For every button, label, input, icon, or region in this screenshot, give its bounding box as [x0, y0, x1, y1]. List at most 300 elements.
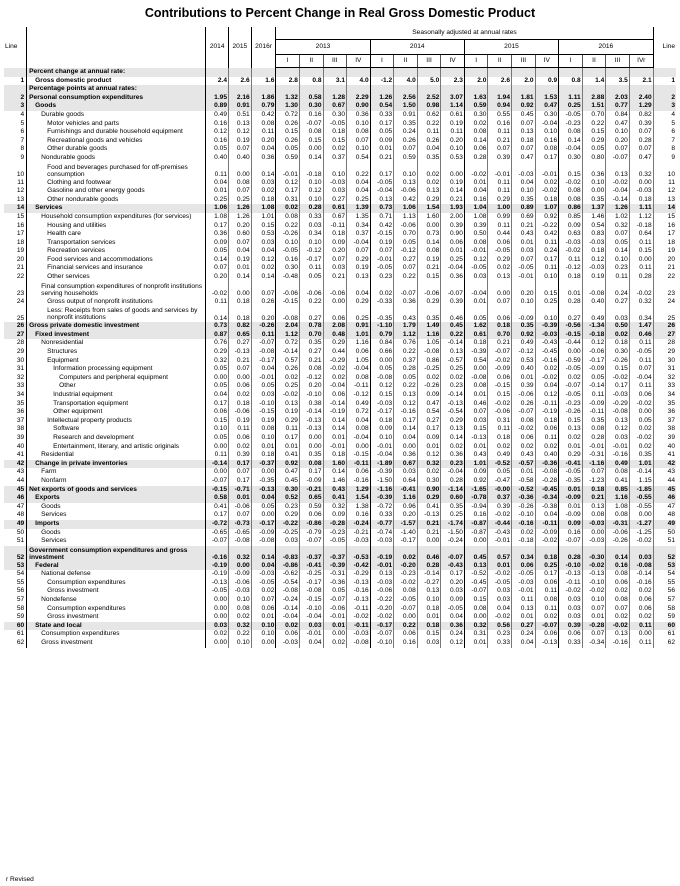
value-cell: 0.39	[512, 382, 536, 391]
value-cell: 0.21	[229, 357, 252, 366]
row-label-text: Gross investment	[47, 613, 99, 621]
value-cell: 0.29	[488, 256, 512, 265]
value-cell: 0.00	[464, 365, 488, 374]
footnote: r Revised	[6, 876, 34, 883]
value-cell: 0.00	[251, 511, 276, 520]
value-cell: 0.30	[464, 111, 488, 120]
value-cell: -0.03	[370, 537, 394, 546]
value-cell: 0.12	[394, 400, 418, 409]
line-number-right: 27	[653, 331, 676, 340]
value-cell: 0.08	[464, 128, 488, 137]
quarter-header: I	[370, 55, 394, 68]
value-cell: -0.31	[323, 570, 347, 579]
value-cell: 0.19	[347, 264, 371, 273]
value-cell: 0.01	[464, 298, 488, 307]
value-cell: 0.01	[488, 562, 512, 571]
value-cell: 0.12	[606, 425, 630, 434]
value-cell: 0.30	[535, 111, 559, 120]
value-cell: 0.69	[512, 213, 536, 222]
row-label	[27, 494, 206, 503]
value-cell: 0.23	[441, 460, 465, 469]
value-cell	[559, 85, 583, 94]
value-cell: -0.01	[512, 273, 536, 282]
value-cell: 0.15	[488, 391, 512, 400]
line-number: 27	[4, 331, 27, 340]
value-cell: -0.13	[582, 570, 606, 579]
value-cell: -0.06	[299, 282, 323, 298]
value-cell: 0.31	[276, 196, 300, 205]
value-cell: -0.12	[299, 374, 323, 383]
value-cell: -0.65	[229, 529, 252, 538]
value-cell: -1.40	[394, 529, 418, 538]
line-number-right: 40	[653, 443, 676, 452]
value-cell: 0.24	[606, 282, 630, 298]
value-cell	[323, 68, 347, 77]
row-label	[27, 145, 206, 154]
value-cell: -0.02	[629, 282, 653, 298]
value-cell: 0.06	[488, 239, 512, 248]
table-row	[4, 179, 676, 188]
value-cell: 1.00	[488, 204, 512, 213]
value-cell: 0.28	[629, 273, 653, 282]
line-number: 17	[4, 230, 27, 239]
value-cell: -1.10	[370, 322, 394, 331]
value-cell: 0.19	[441, 120, 465, 129]
value-cell: 0.33	[488, 639, 512, 648]
value-cell: 0.29	[488, 196, 512, 205]
row-label	[27, 503, 206, 512]
value-cell: -0.06	[512, 391, 536, 400]
value-cell	[606, 85, 630, 94]
value-cell: 0.18	[488, 322, 512, 331]
value-cell: -0.03	[370, 400, 394, 409]
value-cell: 1.26	[229, 213, 252, 222]
value-cell: 1.46	[323, 477, 347, 486]
value-cell: -0.23	[323, 529, 347, 538]
value-cell: 0.28	[441, 477, 465, 486]
value-cell: 0.15	[464, 596, 488, 605]
value-cell: -0.11	[323, 222, 347, 231]
line-number-right: 55	[653, 579, 676, 588]
value-cell: 0.54	[417, 408, 441, 417]
line-number: 8	[4, 145, 27, 154]
value-cell: -0.03	[606, 391, 630, 400]
value-cell: 0.52	[276, 494, 300, 503]
line-number	[4, 68, 27, 77]
line-number-right: 24	[653, 298, 676, 307]
value-cell: 0.8	[559, 77, 583, 86]
value-cell: 0.35	[417, 306, 441, 322]
value-cell: 0.04	[251, 562, 276, 571]
value-cell: 0.27	[299, 306, 323, 322]
value-cell: 0.19	[441, 179, 465, 188]
value-cell: -0.43	[488, 529, 512, 538]
value-cell: 0.65	[229, 331, 252, 340]
value-cell: 0.14	[606, 546, 630, 562]
value-cell: 0.10	[606, 256, 630, 265]
value-cell: -0.09	[512, 306, 536, 322]
value-cell: 0.36	[251, 154, 276, 163]
value-cell: -0.07	[488, 348, 512, 357]
value-cell: 0.08	[417, 247, 441, 256]
line-number-right: 1	[653, 77, 676, 86]
value-cell: 0.02	[512, 529, 536, 538]
row-label-text: Industrial equipment	[53, 391, 113, 398]
value-cell: -0.72	[370, 503, 394, 512]
line-number-right: 49	[653, 520, 676, 529]
quarter-header: IVr	[629, 55, 653, 68]
value-cell: 1.4	[582, 77, 606, 86]
value-cell: -0.03	[582, 264, 606, 273]
value-cell: 0.06	[347, 348, 371, 357]
value-cell: -0.04	[299, 613, 323, 622]
value-cell: 0.00	[417, 222, 441, 231]
value-cell: 1.93	[441, 204, 465, 213]
group-header-2015: 2015	[464, 40, 558, 55]
value-cell: -0.06	[229, 503, 252, 512]
table-row	[4, 434, 676, 443]
value-cell: 1.39	[347, 204, 371, 213]
value-cell: -0.10	[251, 400, 276, 409]
value-cell: -0.13	[299, 425, 323, 434]
value-cell: 0.35	[512, 322, 536, 331]
value-cell: 0.08	[229, 605, 252, 614]
table-row	[4, 163, 676, 179]
value-cell: 0.27	[559, 306, 583, 322]
value-cell: 0.03	[464, 417, 488, 426]
value-cell: -0.11	[347, 605, 371, 614]
value-cell: 0.18	[370, 417, 394, 426]
value-cell: 0.39	[464, 222, 488, 231]
quarter-header: III	[323, 55, 347, 68]
value-cell: 0.16	[464, 196, 488, 205]
value-cell: 1.54	[417, 204, 441, 213]
value-cell: 2.40	[629, 94, 653, 103]
value-cell: -0.39	[323, 562, 347, 571]
value-cell: 0.45	[512, 111, 536, 120]
value-cell: -0.13	[535, 639, 559, 648]
value-cell: -0.31	[606, 520, 630, 529]
row-label-text: Other services	[47, 273, 90, 281]
value-cell: 0.13	[441, 348, 465, 357]
value-cell: 0.04	[299, 639, 323, 648]
value-cell: 0.10	[299, 196, 323, 205]
value-cell: 1.26	[606, 204, 630, 213]
value-cell: 0.03	[299, 222, 323, 231]
value-cell: -0.05	[512, 570, 536, 579]
table-row	[4, 154, 676, 163]
value-cell: 0.33	[559, 639, 583, 648]
value-cell: 0.96	[394, 503, 418, 512]
value-cell: 0.49	[488, 451, 512, 460]
value-cell: 0.01	[582, 613, 606, 622]
value-cell	[229, 85, 252, 94]
value-cell: 0.42	[535, 230, 559, 239]
value-cell: -0.02	[582, 562, 606, 571]
value-cell	[323, 85, 347, 94]
row-label	[27, 391, 206, 400]
value-cell: 0.10	[299, 179, 323, 188]
value-cell: 0.08	[559, 187, 583, 196]
value-cell: -0.14	[582, 382, 606, 391]
value-cell: 0.07	[347, 137, 371, 146]
value-cell: 0.85	[559, 213, 583, 222]
value-cell: 0.03	[512, 247, 536, 256]
value-cell: 0.20	[323, 247, 347, 256]
value-cell: -0.09	[559, 494, 583, 503]
value-cell: 1.05	[417, 339, 441, 348]
line-number: 37	[4, 417, 27, 426]
value-cell: -0.03	[512, 163, 536, 179]
value-cell: 0.39	[559, 622, 583, 631]
value-cell: 0.40	[206, 154, 229, 163]
value-cell: 1.46	[582, 213, 606, 222]
value-cell: -0.34	[535, 494, 559, 503]
value-cell: -0.16	[512, 520, 536, 529]
value-cell: 0.18	[512, 137, 536, 146]
value-cell: 0.13	[512, 128, 536, 137]
value-cell: 0.02	[276, 374, 300, 383]
value-cell: -0.05	[370, 264, 394, 273]
table-row	[4, 196, 676, 205]
row-label	[27, 546, 206, 562]
value-cell: 0.08	[299, 365, 323, 374]
value-cell: -0.16	[394, 408, 418, 417]
value-cell: 0.25	[441, 365, 465, 374]
value-cell: 0.16	[206, 120, 229, 129]
value-cell: -0.25	[299, 570, 323, 579]
value-cell: 0.01	[323, 434, 347, 443]
value-cell	[347, 85, 371, 94]
value-cell: 0.00	[464, 537, 488, 546]
table-row	[4, 120, 676, 129]
value-cell: 0.29	[582, 137, 606, 146]
value-cell: 0.00	[441, 163, 465, 179]
value-cell: 0.04	[441, 613, 465, 622]
row-label-text: Personal consumption expenditures	[29, 93, 144, 101]
value-cell: 0.61	[323, 204, 347, 213]
value-cell: 0.06	[276, 630, 300, 639]
row-label	[27, 77, 206, 86]
value-cell: 0.13	[512, 605, 536, 614]
value-cell: -0.04	[441, 264, 465, 273]
table-row	[4, 68, 676, 77]
value-cell: 0.00	[582, 529, 606, 538]
value-cell: 0.11	[512, 596, 536, 605]
value-cell: 0.17	[229, 477, 252, 486]
value-cell: 0.90	[441, 230, 465, 239]
value-cell: 0.01	[464, 443, 488, 452]
value-cell: 0.84	[370, 339, 394, 348]
value-cell: -0.08	[464, 374, 488, 383]
value-cell: 0.17	[229, 460, 252, 469]
value-cell: 0.08	[347, 128, 371, 137]
table-row	[4, 204, 676, 213]
value-cell: 0.62	[417, 111, 441, 120]
value-cell: 0.10	[394, 163, 418, 179]
value-cell: 0.26	[512, 400, 536, 409]
value-cell: -0.26	[606, 357, 630, 366]
line-number-right: 9	[653, 154, 676, 163]
value-cell: 0.40	[512, 365, 536, 374]
value-cell: -0.05	[323, 120, 347, 129]
value-cell: 0.02	[629, 443, 653, 452]
value-cell: 0.16	[559, 529, 583, 538]
value-cell: 0.13	[276, 400, 300, 409]
value-cell: 0.9	[535, 77, 559, 86]
value-cell: 0.47	[276, 468, 300, 477]
value-cell: 0.80	[582, 154, 606, 163]
value-cell: -0.57	[441, 357, 465, 366]
line-number: 7	[4, 137, 27, 146]
value-cell: -0.11	[535, 400, 559, 409]
value-cell: 0.08	[464, 239, 488, 248]
value-cell	[394, 68, 418, 77]
value-cell: 1.86	[251, 94, 276, 103]
value-cell: 0.11	[629, 264, 653, 273]
value-cell: -0.36	[512, 494, 536, 503]
value-cell: -0.24	[276, 596, 300, 605]
value-cell: -0.44	[488, 520, 512, 529]
value-cell: 0.02	[417, 468, 441, 477]
value-cell: 0.41	[276, 451, 300, 460]
row-label-text: Gross investment	[41, 639, 93, 647]
value-cell: 1.01	[347, 331, 371, 340]
value-cell: -0.02	[559, 587, 583, 596]
value-cell: 0.18	[229, 400, 252, 409]
value-cell: 0.06	[512, 562, 536, 571]
value-cell: 0.07	[629, 128, 653, 137]
value-cell: 0.67	[323, 102, 347, 111]
value-cell: 0.41	[606, 477, 630, 486]
value-cell: -0.07	[606, 154, 630, 163]
value-cell: 0.11	[629, 239, 653, 248]
value-cell: 0.02	[629, 613, 653, 622]
value-cell: 0.03	[206, 622, 229, 631]
value-cell: 0.92	[535, 213, 559, 222]
value-cell: -0.06	[323, 605, 347, 614]
value-cell: 0.02	[323, 145, 347, 154]
value-cell: 0.17	[276, 187, 300, 196]
value-cell: -0.56	[559, 322, 583, 331]
value-cell: 0.06	[229, 434, 252, 443]
value-cell: 0.02	[535, 365, 559, 374]
line-number-right: 36	[653, 408, 676, 417]
value-cell: 1.07	[535, 204, 559, 213]
value-cell: 0.01	[559, 282, 583, 298]
value-cell: 0.07	[394, 145, 418, 154]
value-cell: 0.19	[251, 417, 276, 426]
value-cell: 0.22	[394, 273, 418, 282]
value-cell: -0.52	[464, 570, 488, 579]
row-label	[27, 163, 206, 179]
value-cell: 1.60	[417, 213, 441, 222]
value-cell: 0.18	[582, 247, 606, 256]
value-cell: -0.65	[206, 529, 229, 538]
table-header	[4, 27, 676, 68]
row-label	[27, 520, 206, 529]
value-cell: 1.14	[441, 102, 465, 111]
value-cell: -0.34	[582, 639, 606, 648]
value-cell: 0.08	[606, 511, 630, 520]
value-cell: 0.61	[441, 111, 465, 120]
value-cell: -0.14	[629, 570, 653, 579]
table-row	[4, 520, 676, 529]
value-cell: 0.22	[394, 622, 418, 631]
value-cell: 0.07	[229, 468, 252, 477]
value-cell: 2.04	[276, 322, 300, 331]
value-cell: 0.07	[629, 145, 653, 154]
value-cell: 0.72	[276, 111, 300, 120]
value-cell: 1.08	[606, 503, 630, 512]
table-row	[4, 382, 676, 391]
value-cell: -0.25	[276, 529, 300, 538]
value-cell	[347, 68, 371, 77]
value-cell: 2.08	[323, 322, 347, 331]
group-header-2014: 2014	[370, 40, 464, 55]
value-cell: 0.18	[464, 339, 488, 348]
value-cell: 0.03	[276, 537, 300, 546]
value-cell: 0.15	[559, 163, 583, 179]
value-cell: 0.14	[323, 417, 347, 426]
table-row	[4, 579, 676, 588]
value-cell: 0.01	[512, 374, 536, 383]
value-cell: 2.3	[441, 77, 465, 86]
value-cell: 0.59	[394, 154, 418, 163]
value-cell	[488, 68, 512, 77]
value-cell: 0.11	[299, 264, 323, 273]
value-cell: 0.10	[582, 596, 606, 605]
value-cell: -0.17	[299, 579, 323, 588]
value-cell: 0.05	[206, 145, 229, 154]
value-cell: 0.14	[323, 425, 347, 434]
table-body	[4, 68, 676, 648]
value-cell: -0.14	[323, 400, 347, 409]
table-row	[4, 77, 676, 86]
value-cell: 0.16	[347, 511, 371, 520]
value-cell: 0.18	[417, 605, 441, 614]
value-cell: 0.17	[206, 222, 229, 231]
value-cell: -0.08	[370, 374, 394, 383]
value-cell: -0.02	[606, 179, 630, 188]
value-cell: 0.03	[488, 596, 512, 605]
quarter-header: III	[417, 55, 441, 68]
value-cell: -0.01	[488, 537, 512, 546]
value-cell	[464, 68, 488, 77]
value-cell: 0.18	[417, 622, 441, 631]
value-cell: 0.79	[370, 331, 394, 340]
row-label	[27, 596, 206, 605]
value-cell: 0.71	[370, 213, 394, 222]
value-cell: 0.04	[488, 605, 512, 614]
value-cell: 0.19	[370, 239, 394, 248]
value-cell: 3.1	[323, 77, 347, 86]
value-cell: 0.00	[251, 468, 276, 477]
row-label	[27, 264, 206, 273]
value-cell: 0.8	[299, 77, 323, 86]
value-cell: 0.03	[323, 264, 347, 273]
value-cell: 0.04	[206, 179, 229, 188]
value-cell: 0.10	[299, 239, 323, 248]
value-cell: 0.04	[251, 145, 276, 154]
value-cell: -0.01	[535, 163, 559, 179]
value-cell: 0.22	[582, 120, 606, 129]
value-cell: 0.33	[299, 213, 323, 222]
value-cell: -0.02	[464, 163, 488, 179]
value-cell: 0.02	[441, 443, 465, 452]
line-number-right: 48	[653, 511, 676, 520]
value-cell: -0.03	[582, 520, 606, 529]
